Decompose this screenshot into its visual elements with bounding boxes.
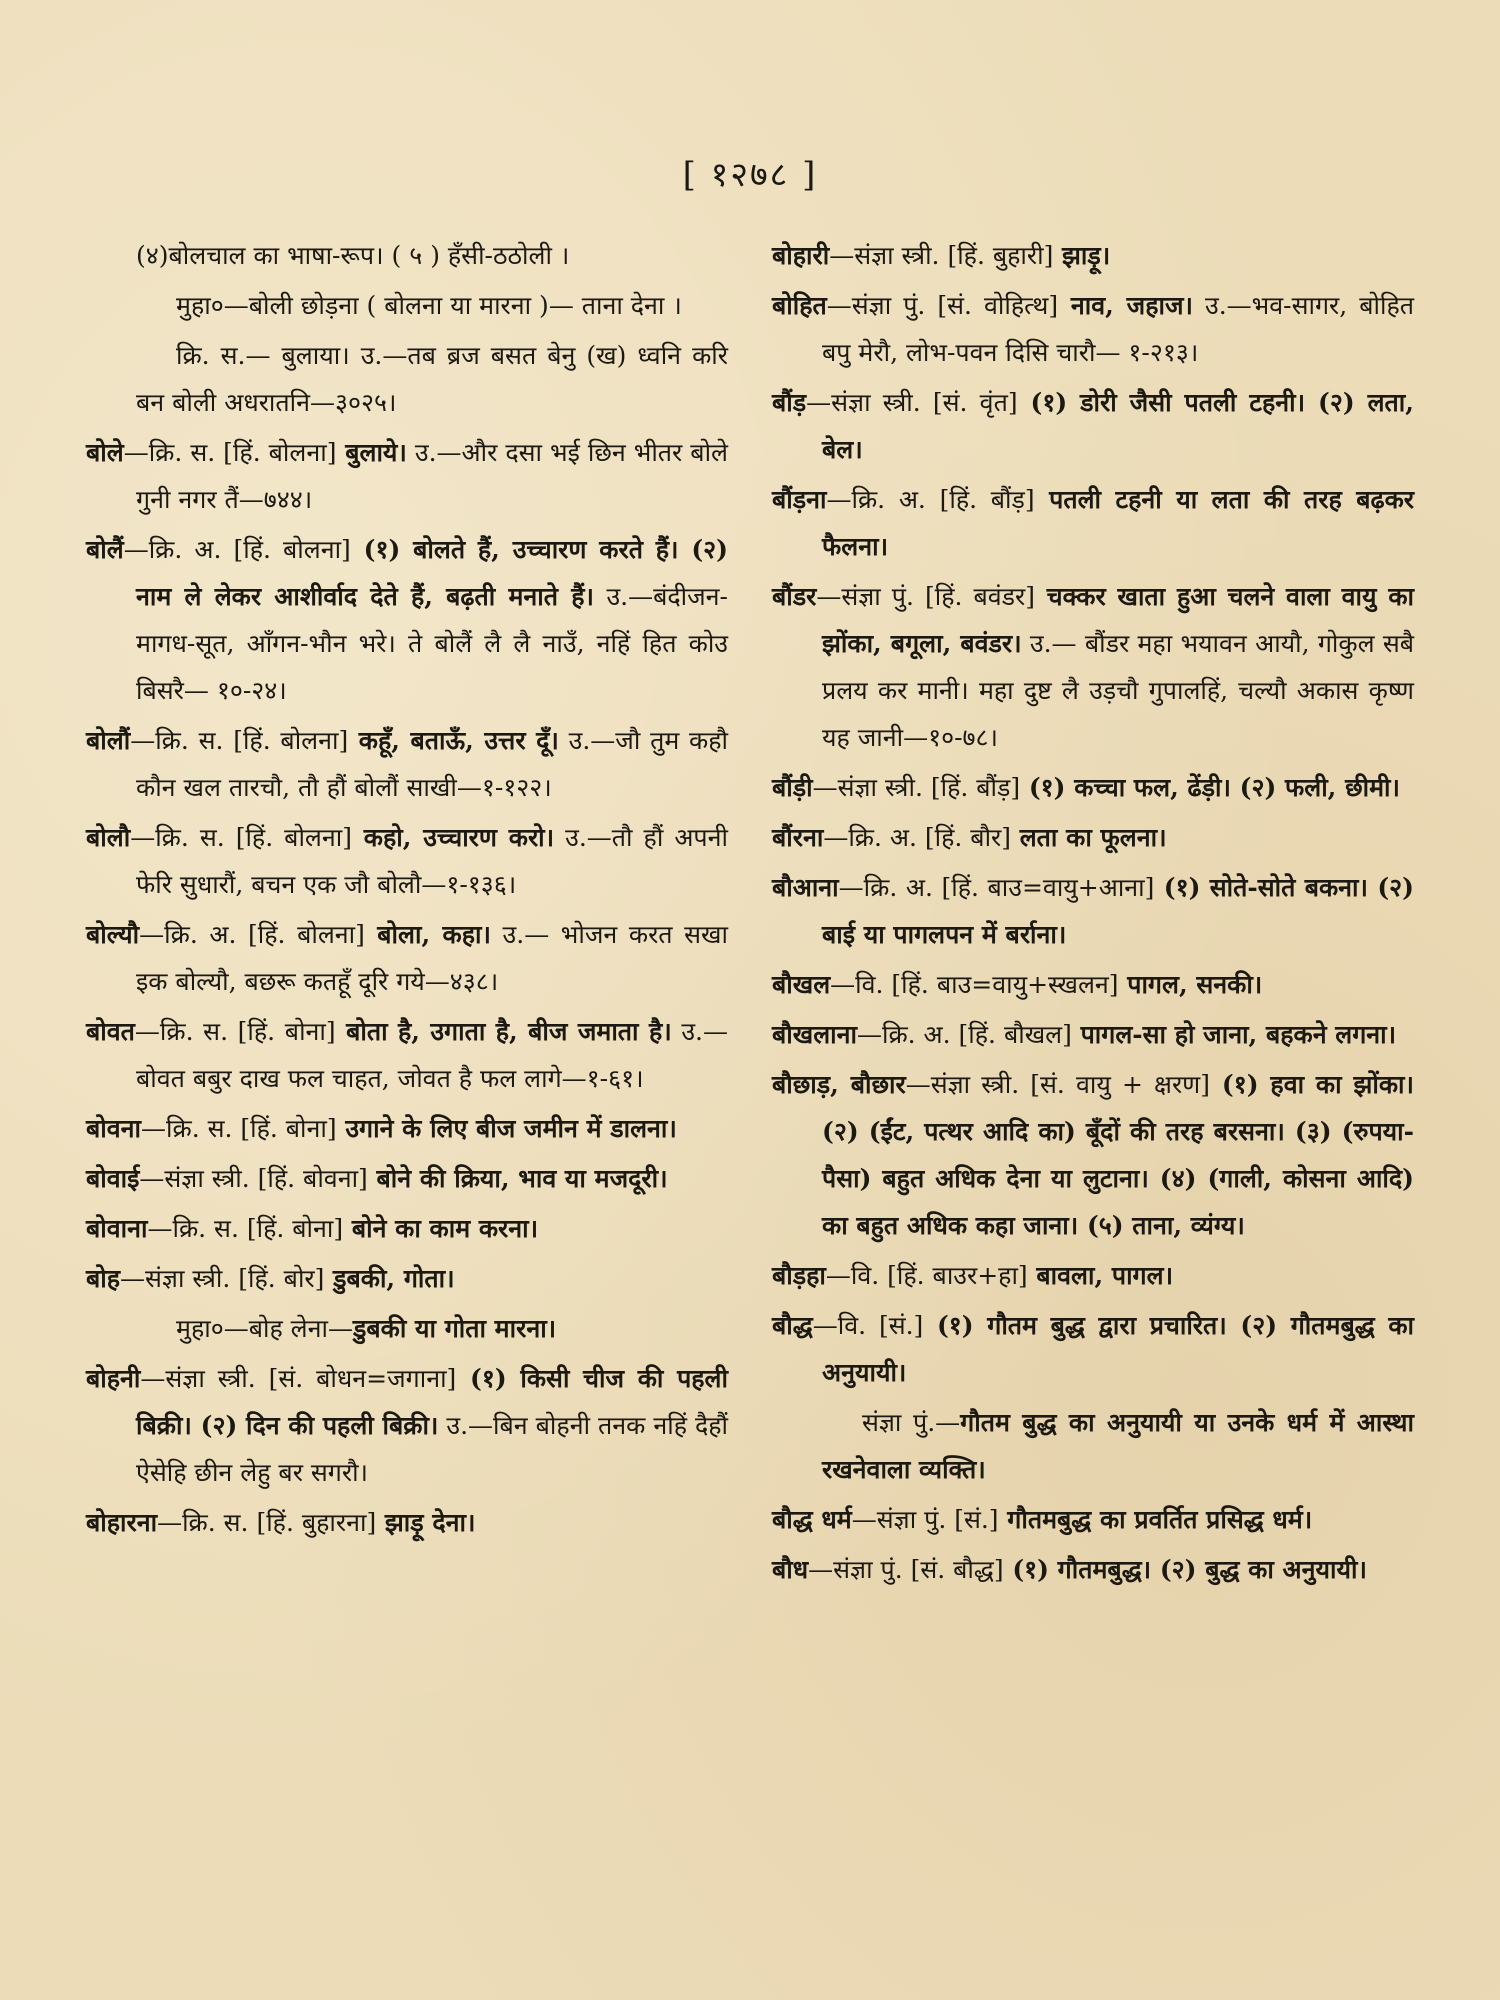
headword: बोवना bbox=[86, 1114, 142, 1143]
definition: (१) बोलते हैं, उच्चारण करते हैं। (२) नाम ले लेकर आशीर्वाद देते हैं, बढ़ती मनाते हैं। bbox=[136, 535, 729, 611]
right-column bbox=[772, 232, 1414, 1596]
example: उ.— बौंडर महा भयावन आयौ, गोकुल सबै प्रलय कर मानी। महा दुष्ट लै उड़चौ गुपालहिं, चल्यौ अकास कृष्ण यह जानी—१०-७८। bbox=[822, 629, 1415, 752]
headword: बोह bbox=[86, 1264, 121, 1293]
grammar-info: —क्रि. स. [हिं. बोलना] bbox=[130, 726, 349, 755]
grammar-info: —क्रि. अ. [हिं. बोलना] bbox=[139, 920, 365, 949]
idiom-definition: डुबकी या गोता मारना। bbox=[352, 1314, 557, 1343]
headword: बोहनी bbox=[86, 1364, 141, 1393]
grammar-info: —वि. [हिं. बाउ=वायु+स्खलन] bbox=[830, 970, 1119, 999]
idiom-line bbox=[86, 1305, 728, 1352]
dictionary-entry bbox=[772, 282, 1414, 376]
example: उ.—बिन बोहनी तनक नहिं दैहौं ऐसेहि छीन लेहु बर सगरौ। bbox=[136, 1411, 728, 1487]
grammar-info: —क्रि. स. [हिं. बोना] bbox=[147, 1214, 344, 1243]
grammar-info: —संज्ञा स्त्री. [हिं. बौंड़] bbox=[812, 773, 1021, 802]
headword: बौछाड़, बौछार bbox=[772, 1070, 906, 1099]
example: उ.—जौ तुम कहौ कौन खल तारचौ, तौ हौं बोलौं साखी—१-१२२। bbox=[136, 726, 728, 802]
dictionary-entry bbox=[772, 1252, 1414, 1299]
grammar-info: —संज्ञा पुं. [सं. वोहित्थ] bbox=[826, 291, 1059, 320]
definition: (१) हवा का झोंका। (२) (ईंट, पत्थर आदि का) बूँदों की तरह बरसना। (३) (रुपया-पैसा) बहुत अधिक देना या लुटाना। (४) (गाली, कोसना आदि) का बहुत अधिक कहा जाना। (५) ताना, व्यंग्य। bbox=[822, 1070, 1415, 1240]
definition: गौतमबुद्ध का प्रवर्तित प्रसिद्ध धर्म। bbox=[998, 1505, 1313, 1534]
definition: उगाने के लिए बीज जमीन में डालना। bbox=[336, 1114, 677, 1143]
grammar-info: —संज्ञा स्त्री. [हिं. बोवना] bbox=[139, 1164, 368, 1193]
continued-definition: (४)बोलचाल का भाषा-रूप। ( ५ ) हँसी-ठठोली । bbox=[136, 241, 570, 270]
headword: बौंड़ bbox=[772, 388, 807, 417]
grammar-info: —क्रि. स. [हिं. बोलना] bbox=[130, 823, 352, 852]
example: उ.—भव-सागर, बोहित बपु मेरौ, लोभ-पवन दिसि चारौ— १-२१३। bbox=[822, 291, 1414, 367]
dictionary-entry bbox=[772, 573, 1414, 761]
definition: (१) गौतम बुद्ध द्वारा प्रचारित। (२) गौतमबुद्ध का अनुयायी। bbox=[822, 1311, 1415, 1387]
headword: बोलौ bbox=[86, 823, 131, 852]
grammar-info: —क्रि. अ. [हिं. बौखल] bbox=[856, 1020, 1072, 1049]
idiom-label: मुहा०—बोह लेना— bbox=[176, 1314, 353, 1343]
dictionary-entry bbox=[86, 911, 728, 1005]
dictionary-entry bbox=[86, 1008, 728, 1102]
headword: बोहारना bbox=[86, 1508, 158, 1537]
definition: पागल-सा हो जाना, बहकने लगना। bbox=[1071, 1020, 1397, 1049]
dictionary-entry bbox=[772, 1302, 1414, 1396]
grammar-info: —क्रि. स. [हिं. बोना] bbox=[134, 1017, 336, 1046]
grammar-info: —संज्ञा स्त्री. [हिं. बोर] bbox=[120, 1264, 325, 1293]
grammar-info: —वि. [सं.] bbox=[812, 1311, 924, 1340]
headword: बोवत bbox=[86, 1017, 135, 1046]
grammar-info: —क्रि. स. [हिं. बुहारना] bbox=[157, 1508, 377, 1537]
headword: बौखलाना bbox=[772, 1020, 857, 1049]
headword: बोले bbox=[86, 438, 124, 467]
example: उ.—तौ हौं अपनी फेरि सुधारौं, बचन एक जौ बोलौ—१-१३६। bbox=[136, 823, 728, 899]
headword: बोहारी bbox=[772, 241, 830, 270]
grammar-info: —संज्ञा पुं. [सं. बौद्ध] bbox=[808, 1555, 1004, 1584]
headword: बौआना bbox=[772, 873, 839, 902]
dictionary-entry bbox=[86, 1355, 728, 1496]
example: उ.— भोजन करत सखा इक बोल्यौ, बछरू कतहूँ दूरि गये—४३८। bbox=[136, 920, 728, 996]
headword: बोवाई bbox=[86, 1164, 140, 1193]
dictionary-entry bbox=[772, 814, 1414, 861]
definition: कहो, उच्चारण करो। bbox=[351, 823, 555, 852]
definition: बावला, पागल। bbox=[1027, 1261, 1174, 1290]
dictionary-entry bbox=[772, 476, 1414, 570]
headword: बौखल bbox=[772, 970, 831, 999]
dictionary-entry bbox=[772, 764, 1414, 811]
sense-line bbox=[772, 1399, 1414, 1493]
dictionary-entry bbox=[86, 1255, 728, 1302]
headword: बौंड़ना bbox=[772, 485, 827, 514]
grammar-info: —क्रि. अ. [हिं. बोलना] bbox=[123, 535, 351, 564]
idiom-line: मुहा०—बोली छोड़ना ( बोलना या मारना )— ताना देना । bbox=[176, 291, 682, 320]
headword: बोहित bbox=[772, 291, 827, 320]
headword: बौद्ध धर्म bbox=[772, 1505, 852, 1534]
example: उ.—बंदीजन-मागध-सूत, आँगन-भौन भरे। ते बोलैं लै लै नाउँ, नहिं हित कोउ बिसरै— १०-२४। bbox=[136, 582, 728, 705]
dictionary-entry bbox=[772, 379, 1414, 473]
left-column bbox=[86, 232, 728, 1549]
definition: झाड़ू देना। bbox=[376, 1508, 476, 1537]
dictionary-entry bbox=[86, 429, 728, 523]
dictionary-entry bbox=[772, 232, 1414, 279]
example: उ.—बोवत बबुर दाख फल चाहत, जोवत है फल लागे—१-६१। bbox=[136, 1017, 729, 1093]
headword: बोल्यौ bbox=[86, 920, 140, 949]
dictionary-entry bbox=[86, 1155, 728, 1202]
grammar-info: —संज्ञा स्त्री. [सं. वृंत] bbox=[806, 388, 1018, 417]
definition: बोने की क्रिया, भाव या मजदूरी। bbox=[367, 1164, 668, 1193]
definition: (१) गौतमबुद्ध। (२) बुद्ध का अनुयायी। bbox=[1003, 1555, 1367, 1584]
headword: बोलैं bbox=[86, 535, 124, 564]
definition: (१) किसी चीज की पहली बिक्री। (२) दिन की पहली बिक्री। bbox=[136, 1364, 728, 1440]
dictionary-entry bbox=[86, 814, 728, 908]
grammar-info: —क्रि. स. [हिं. बोलना] bbox=[123, 438, 337, 467]
grammar-info: —क्रि. अ. [हिं. बौंड़] bbox=[826, 485, 1035, 514]
definition: चक्कर खाता हुआ चलने वाला वायु का झोंका, बगूला, बवंडर। bbox=[822, 582, 1414, 658]
grammar-info: —क्रि. अ. [हिं. बाउ=वायु+आना] bbox=[838, 873, 1155, 902]
dictionary-entry bbox=[772, 961, 1414, 1008]
definition: बोला, कहा। bbox=[364, 920, 491, 949]
definition: (१) सोते-सोते बकना। (२) बाई या पागलपन में बर्राना। bbox=[822, 873, 1414, 949]
headword: बौंरना bbox=[772, 823, 824, 852]
headword: बोवाना bbox=[86, 1214, 148, 1243]
dictionary-entry bbox=[772, 1061, 1414, 1249]
grammar-info: —संज्ञा पुं. [सं.] bbox=[851, 1505, 999, 1534]
sense-definition: गौतम बुद्ध का अनुयायी या उनके धर्म में आस्था रखनेवाला व्यक्ति। bbox=[822, 1408, 1414, 1484]
definition: (१) डोरी जैसी पतली टहनी। (२) लता, बेल। bbox=[822, 388, 1414, 464]
definition: बोता है, उगाता है, बीज जमाता है। bbox=[335, 1017, 672, 1046]
definition: लता का फूलना। bbox=[1011, 823, 1167, 852]
headword: बोलौं bbox=[86, 726, 131, 755]
sense-label: संज्ञा पुं.— bbox=[862, 1408, 961, 1437]
definition: (१) कच्चा फल, ढेंड़ी। (२) फली, छीमी। bbox=[1020, 773, 1400, 802]
dictionary-entry bbox=[86, 1499, 728, 1546]
sense-line: क्रि. स.— बुलाया। उ.—तब ब्रज बसत बेनु (ख) ध्वनि करि बन बोली अधरातनि—३०२५। bbox=[136, 341, 728, 417]
headword: बौध bbox=[772, 1555, 809, 1584]
definition: झाड़ू। bbox=[1053, 241, 1111, 270]
headword: बौड़हा bbox=[772, 1261, 826, 1290]
definition: बुलाये। bbox=[336, 438, 407, 467]
grammar-info: —संज्ञा पुं. [हिं. बवंडर] bbox=[816, 582, 1035, 611]
grammar-info: —वि. [हिं. बाउर+हा] bbox=[825, 1261, 1028, 1290]
dictionary-entry bbox=[86, 1105, 728, 1152]
definition: डुबकी, गोता। bbox=[324, 1264, 455, 1293]
definition: बोने का काम करना। bbox=[343, 1214, 539, 1243]
grammar-info: —संज्ञा स्त्री. [सं. वायु + क्षरण] bbox=[905, 1070, 1211, 1099]
definition: कहूँ, बताऊँ, उत्तर दूँ। bbox=[348, 726, 559, 755]
dictionary-entry bbox=[772, 1546, 1414, 1593]
headword: बौंडर bbox=[772, 582, 817, 611]
definition: पतली टहनी या लता की तरह बढ़कर फैलना। bbox=[822, 485, 1414, 561]
grammar-info: —क्रि. स. [हिं. बोना] bbox=[141, 1114, 337, 1143]
headword: बौंड़ी bbox=[772, 773, 813, 802]
dictionary-entry bbox=[86, 526, 728, 714]
definition: पागल, सनकी। bbox=[1118, 970, 1263, 999]
dictionary-entry bbox=[772, 1496, 1414, 1543]
dictionary-entry bbox=[772, 864, 1414, 958]
grammar-info: —संज्ञा स्त्री. [हिं. बुहारी] bbox=[829, 241, 1054, 270]
grammar-info: —संज्ञा स्त्री. [सं. बोधन=जगाना] bbox=[140, 1364, 457, 1393]
definition: नाव, जहाज। bbox=[1058, 291, 1193, 320]
dictionary-entry bbox=[772, 1011, 1414, 1058]
dictionary-entry bbox=[86, 1205, 728, 1252]
example: उ.—और दसा भई छिन भीतर बोले गुनी नगर तैं—७४४। bbox=[136, 438, 728, 514]
page-number: [ १२७८ ] bbox=[682, 155, 818, 195]
grammar-info: —क्रि. अ. [हिं. बौर] bbox=[823, 823, 1012, 852]
headword: बौद्ध bbox=[772, 1311, 813, 1340]
dictionary-entry bbox=[86, 717, 728, 811]
